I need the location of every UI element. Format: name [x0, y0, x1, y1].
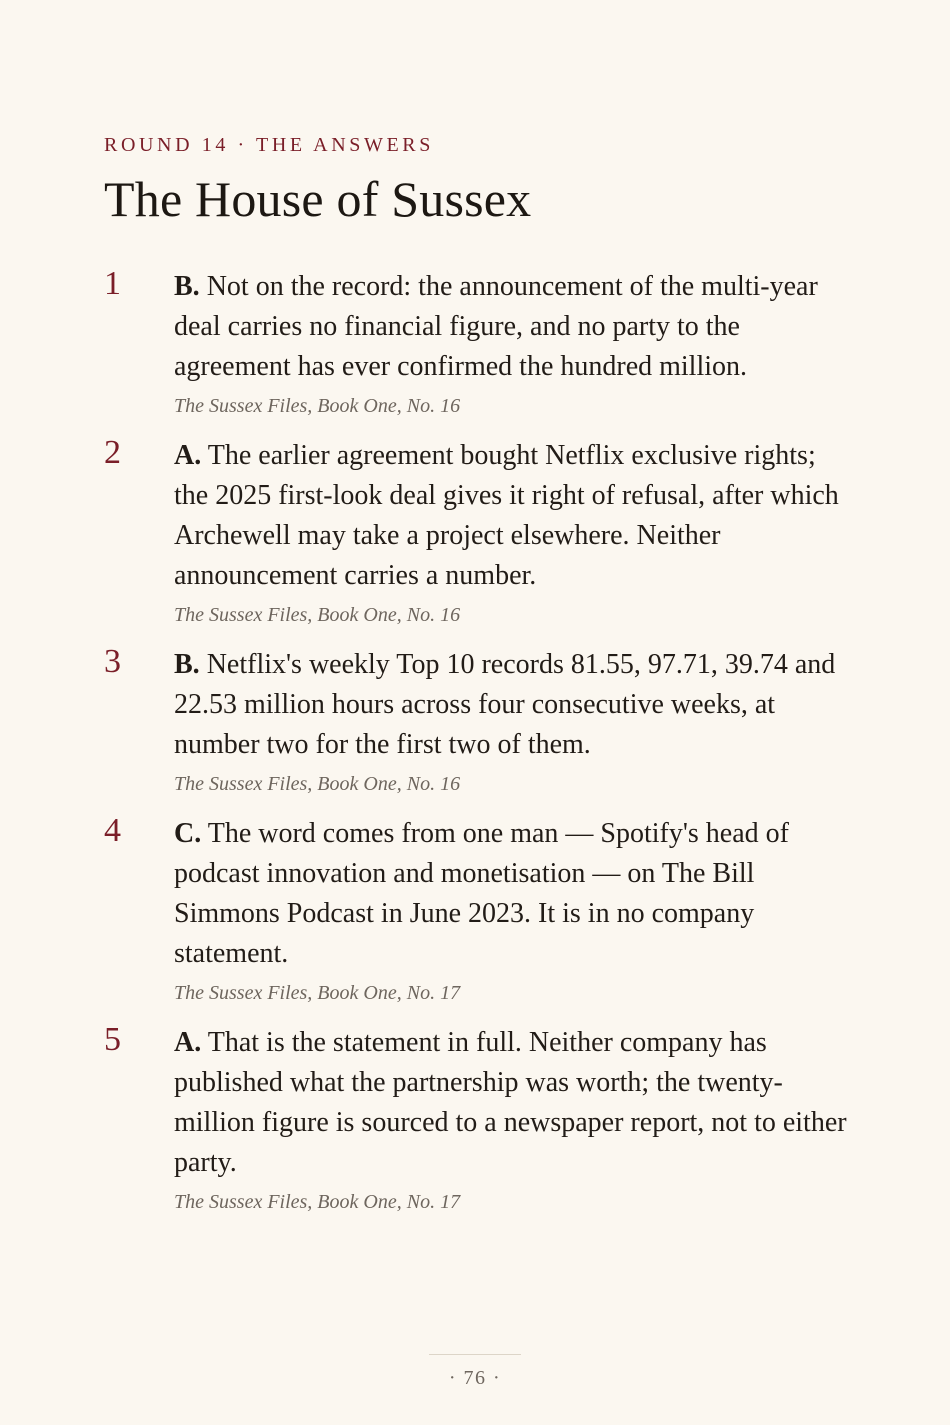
answer-explanation: Netflix's weekly Top 10 records 81.55, 97.71, 39.74 and 22.53 million hours across four consecutive weeks, at number two for the first two of them.: [174, 649, 836, 760]
answer-letter: A.: [174, 1027, 202, 1058]
round-kicker: ROUND 14 · THE ANSWERS: [104, 134, 434, 156]
answer-number: 1: [104, 265, 121, 302]
answer-letter: A.: [174, 440, 202, 471]
answer-item: [104, 645, 848, 797]
answer-letter: C.: [174, 818, 202, 849]
answer-explanation: The earlier agreement bought Netflix exclusive rights; the 2025 first-look deal gives it right of refusal, after which Archewell may take a project elsewhere. Neither announcement carries a number.: [174, 440, 839, 591]
answer-number: 2: [104, 434, 121, 471]
answer-source: The Sussex Files, Book One, No. 17: [174, 1191, 461, 1213]
answer-source: The Sussex Files, Book One, No. 16: [174, 773, 461, 795]
answer-text: [174, 436, 848, 596]
answer-text: [174, 814, 848, 974]
answer-item: [104, 814, 848, 1006]
answer-body: [174, 436, 848, 628]
answer-explanation: That is the statement in full. Neither company has published what the partnership was worth; the twenty-million figure is sourced to a newspaper report, not to either party.: [174, 1027, 847, 1178]
answer-number: 5: [104, 1021, 121, 1058]
answer-letter: B.: [174, 271, 200, 302]
answer-source: The Sussex Files, Book One, No. 17: [174, 982, 461, 1004]
answer-source: The Sussex Files, Book One, No. 16: [174, 395, 461, 417]
answer-letter: B.: [174, 649, 200, 680]
answer-text: [174, 1023, 848, 1183]
answers-page: [104, 130, 848, 1232]
answer-body: [174, 645, 848, 797]
answer-item: [104, 1023, 848, 1215]
answer-source: The Sussex Files, Book One, No. 16: [174, 604, 461, 626]
answer-body: [174, 814, 848, 1006]
page-title: The House of Sussex: [104, 171, 532, 227]
footer-rule: [429, 1354, 521, 1355]
answer-item: [104, 436, 848, 628]
page-footer: [0, 1354, 950, 1390]
answer-explanation: Not on the record: the announcement of the multi-year deal carries no financial figure, and no party to the agreement has ever confirmed the hundred million.: [174, 271, 818, 382]
answer-number: 3: [104, 643, 121, 680]
answer-text: [174, 267, 848, 387]
answer-text: [174, 645, 848, 765]
answer-list: [104, 267, 848, 1215]
answer-body: [174, 1023, 848, 1215]
answer-explanation: The word comes from one man — Spotify's head of podcast innovation and monetisation — on The Bill Simmons Podcast in June 2023. It is in no company statement.: [174, 818, 789, 969]
answer-item: [104, 267, 848, 419]
answer-number: 4: [104, 812, 121, 849]
answer-body: [174, 267, 848, 419]
page-number: · 76 ·: [448, 1367, 502, 1389]
